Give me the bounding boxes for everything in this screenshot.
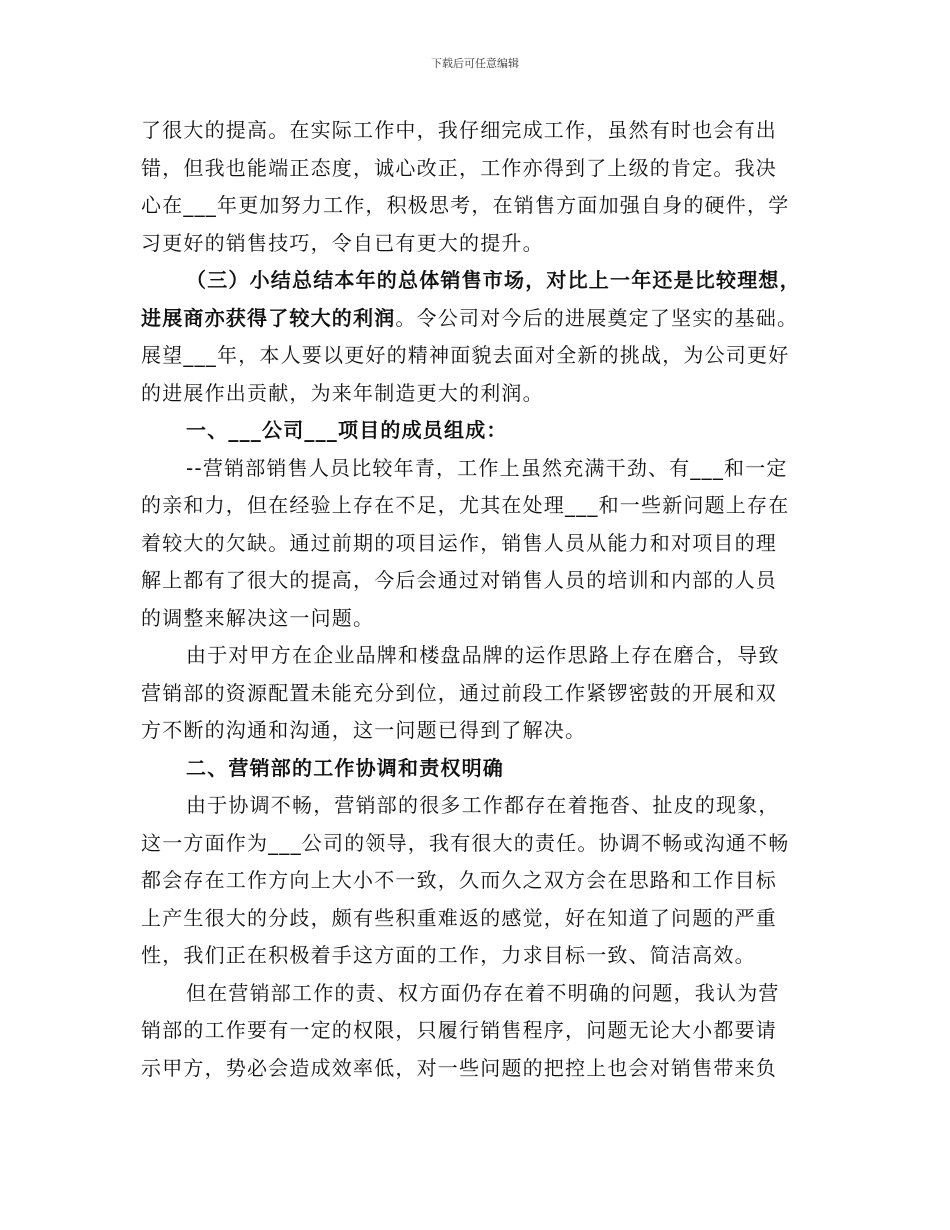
- page-header-note: 下载后可任意编辑: [431, 57, 519, 70]
- line-text: 由于对甲方在企业品牌和楼盘品牌的运作思路上存在磨合，导致: [186, 643, 780, 667]
- paragraph-line: [141, 337, 831, 375]
- line-text: 销部的工作要有一定的权限，只履行销售程序，问题无论大小都要请: [141, 1018, 777, 1042]
- paragraph-line: [141, 450, 831, 488]
- line-text: 心在___年更加努力工作，积极思考，在销售方面加强自身的硬件，学: [141, 193, 790, 217]
- paragraph-line: [141, 487, 831, 525]
- heading-line: [141, 750, 831, 788]
- paragraph-line: [141, 937, 831, 975]
- line-text: 性，我们正在积极着手这方面的工作，力求目标一致、简洁高效。: [141, 943, 756, 967]
- line-text: 示甲方，势必会造成效率低，对一些问题的把控上也会对销售带来负: [141, 1055, 777, 1080]
- document-body: [141, 112, 831, 1087]
- heading-line: [141, 300, 831, 338]
- line-text: 但在营销部工作的责、权方面仍存在着不明确的问题，我认为营: [186, 980, 780, 1005]
- line-text: 的进展作出贡献，为来年制造更大的利润。: [141, 380, 544, 405]
- paragraph-line: [141, 900, 831, 938]
- line-text: 都会存在工作方向上大小不一致，久而久之双方会在思路和工作目标: [141, 868, 777, 892]
- paragraph-line: [141, 675, 831, 713]
- paragraph-line: [141, 525, 831, 563]
- line-text: 上产生很大的分歧，颇有些积重难返的感觉，好在知道了问题的严重: [141, 905, 777, 930]
- line-text: 这一方面作为___公司的领导，我有很大的责任。协调不畅或沟通不畅: [141, 830, 790, 855]
- heading-line: [141, 262, 831, 300]
- paragraph-line: [141, 150, 831, 188]
- heading-line: [141, 412, 831, 450]
- line-text: 了很大的提高。在实际工作中，我仔细完成工作，虽然有时也会有出: [141, 118, 777, 142]
- line-text: --营销部销售人员比较年青，工作上虽然充满干劲、有___和一定: [186, 455, 788, 480]
- line-text: 解上都有了很大的提高，今后会通过对销售人员的培训和内部的人员: [141, 568, 777, 592]
- paragraph-line: [141, 712, 831, 750]
- paragraph-line: [141, 375, 831, 413]
- paragraph-line: [141, 787, 831, 825]
- line-text: 方不断的沟通和沟通，这一问题已得到了解决。: [141, 718, 587, 742]
- line-text-tail: 。令公司对今后的进展奠定了坚实的基础。: [395, 305, 799, 330]
- line-text: 由于协调不畅，营销部的很多工作都存在着拖沓、扯皮的现象，: [186, 793, 780, 817]
- line-text: 习更好的销售技巧，令自已有更大的提升。: [141, 230, 544, 255]
- paragraph-line: [141, 600, 831, 638]
- paragraph-line: [141, 187, 831, 225]
- line-text: 的亲和力，但在经验上存在不足，尤其在处理___和一些新问题上存在: [141, 493, 790, 517]
- line-text: 二、营销部的工作协调和责权明确: [186, 755, 504, 780]
- paragraph-line: [141, 862, 831, 900]
- line-text: 展望___年，本人要以更好的精神面貌去面对全新的挑战，为公司更好: [141, 343, 790, 367]
- paragraph-line: [141, 637, 831, 675]
- line-text: 错，但我也能端正态度，诚心改正，工作亦得到了上级的肯定。我决: [141, 155, 777, 180]
- line-text: 着较大的欠缺。通过前期的项目运作，销售人员从能力和对项目的理: [141, 530, 777, 555]
- paragraph-line: [141, 975, 831, 1013]
- paragraph-line: [141, 825, 831, 863]
- paragraph-line: [141, 225, 831, 263]
- line-text: 进展商亦获得了较大的利润: [141, 305, 396, 330]
- line-text: 一、___公司___项目的成员组成：: [186, 418, 508, 442]
- line-text: （三）小结总结本年的总体销售市场，对比上一年还是比较理想，: [186, 268, 801, 292]
- line-text: 的调整来解决这一问题。: [141, 605, 375, 630]
- paragraph-line: [141, 562, 831, 600]
- paragraph-line: [141, 1050, 831, 1088]
- paragraph-line: [141, 112, 831, 150]
- paragraph-line: [141, 1012, 831, 1050]
- line-text: 营销部的资源配置未能充分到位，通过前段工作紧锣密鼓的开展和双: [141, 680, 777, 705]
